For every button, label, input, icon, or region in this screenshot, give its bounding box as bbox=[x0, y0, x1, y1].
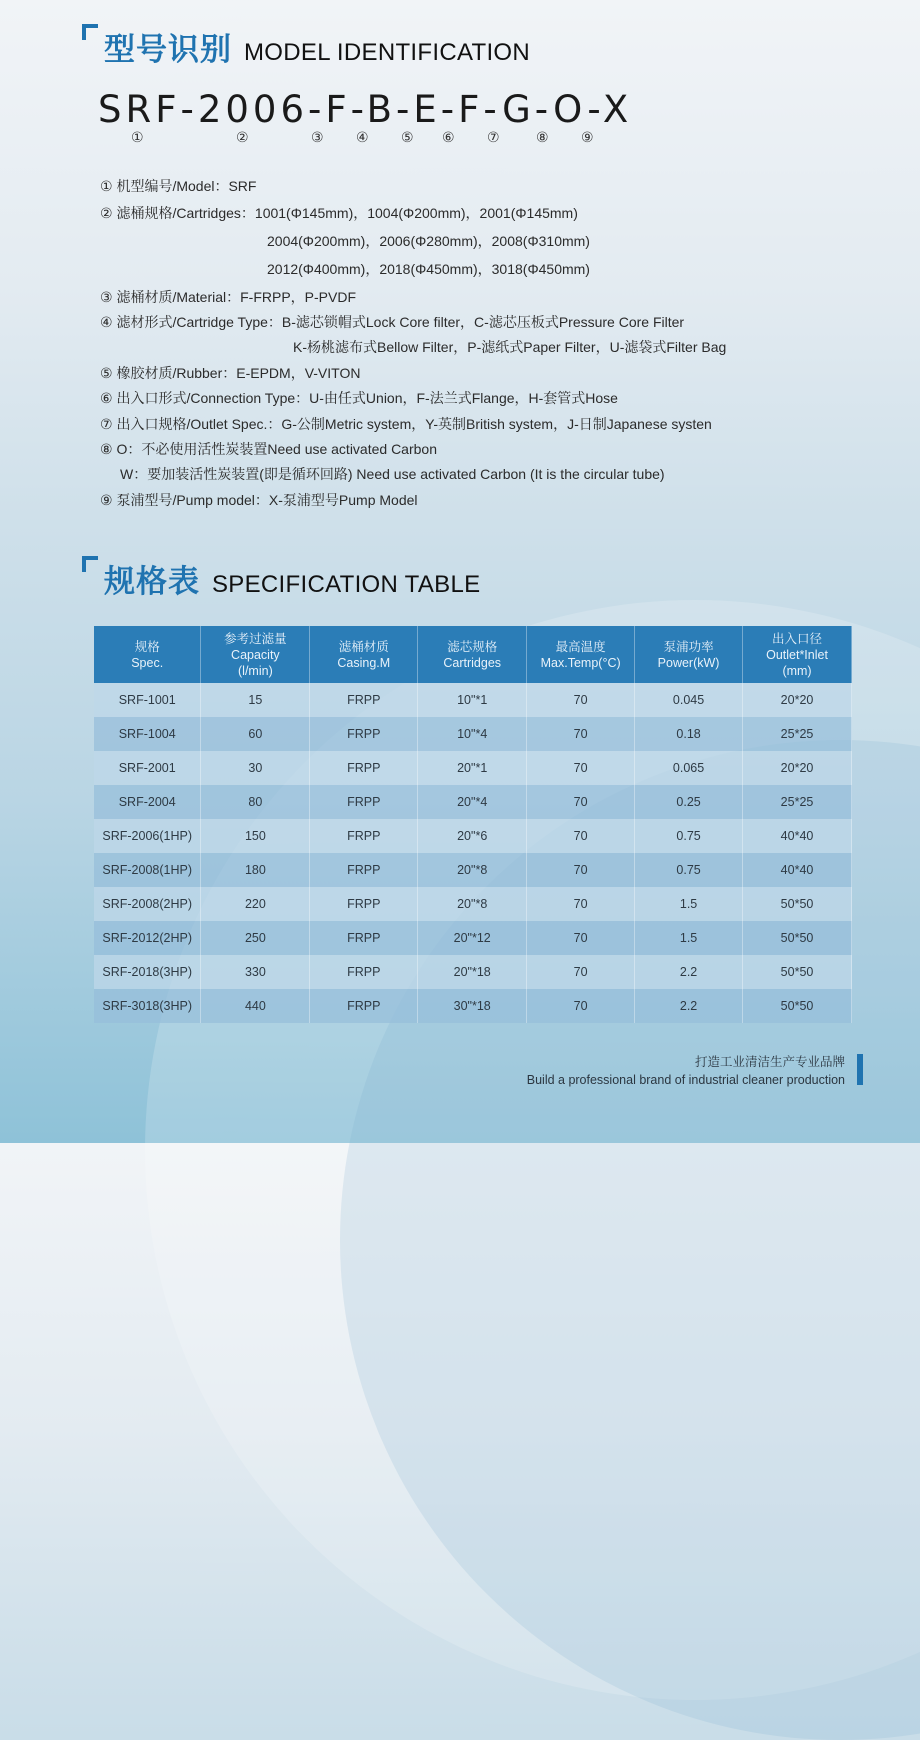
cell-power: 0.18 bbox=[635, 717, 743, 751]
cell-outlet-inlet: 50*50 bbox=[743, 887, 852, 921]
cell-spec: SRF-2001 bbox=[94, 751, 201, 785]
cell-capacity: 440 bbox=[201, 989, 310, 1023]
cell-power: 0.25 bbox=[635, 785, 743, 819]
header-max-temp: 最高温度 Max.Temp(°C) bbox=[527, 626, 635, 683]
cell-spec: SRF-2012(2HP) bbox=[94, 921, 201, 955]
cell-spec: SRF-2008(2HP) bbox=[94, 887, 201, 921]
model-code: SRF-2006-F-B-E-F-G-O-X bbox=[98, 88, 633, 131]
cell-outlet-inlet: 50*50 bbox=[743, 989, 852, 1023]
header-capacity: 参考过滤量 Capacity (l/min) bbox=[201, 626, 310, 683]
corner-bracket-icon bbox=[82, 556, 98, 572]
cell-capacity: 15 bbox=[201, 683, 310, 717]
cell-max-temp: 70 bbox=[527, 989, 635, 1023]
marker-2: ② bbox=[236, 130, 249, 146]
specification-table-heading bbox=[82, 556, 480, 601]
cell-outlet-inlet: 20*20 bbox=[743, 683, 852, 717]
cell-capacity: 150 bbox=[201, 819, 310, 853]
cell-capacity: 180 bbox=[201, 853, 310, 887]
cell-casing: FRPP bbox=[310, 887, 418, 921]
cell-outlet-inlet: 40*40 bbox=[743, 853, 852, 887]
header-spec: 规格 Spec. bbox=[94, 626, 201, 683]
cell-casing: FRPP bbox=[310, 717, 418, 751]
marker-7: ⑦ bbox=[487, 130, 500, 146]
marker-6: ⑥ bbox=[442, 130, 455, 146]
cell-outlet-inlet: 40*40 bbox=[743, 819, 852, 853]
cell-casing: FRPP bbox=[310, 853, 418, 887]
footer-slogan bbox=[527, 1053, 845, 1089]
table-header-row bbox=[94, 626, 852, 683]
table-row bbox=[94, 819, 852, 853]
table-row bbox=[94, 717, 852, 751]
cell-max-temp: 70 bbox=[527, 887, 635, 921]
table-row bbox=[94, 683, 852, 717]
section-title-en: SPECIFICATION TABLE bbox=[212, 571, 481, 598]
cell-capacity: 60 bbox=[201, 717, 310, 751]
cell-max-temp: 70 bbox=[527, 819, 635, 853]
legend-connection-type: ⑥ 出入口形式/Connection Type：U-由任式Union，F-法兰式Flange，H-套管式Hose bbox=[100, 390, 618, 406]
cell-capacity: 250 bbox=[201, 921, 310, 955]
header-outlet-inlet: 出入口径 Outlet*Inlet (mm) bbox=[743, 626, 852, 683]
cell-cartridges: 20"*4 bbox=[418, 785, 527, 819]
legend-model: ① 机型编号/Model：SRF bbox=[100, 178, 257, 194]
marker-4: ④ bbox=[356, 130, 369, 146]
table-row bbox=[94, 921, 852, 955]
cell-capacity: 220 bbox=[201, 887, 310, 921]
legend-cartridges-cont: 2012(Φ400mm)，2018(Φ450mm)，3018(Φ450mm) bbox=[267, 261, 590, 277]
cell-spec: SRF-1001 bbox=[94, 683, 201, 717]
cell-power: 0.75 bbox=[635, 819, 743, 853]
marker-8: ⑧ bbox=[536, 130, 549, 146]
cell-outlet-inlet: 25*25 bbox=[743, 785, 852, 819]
header-cartridges: 滤芯规格 Cartridges bbox=[418, 626, 527, 683]
specification-table bbox=[94, 626, 852, 1023]
cell-cartridges: 10"*4 bbox=[418, 717, 527, 751]
marker-9: ⑨ bbox=[581, 130, 594, 146]
cell-spec: SRF-3018(3HP) bbox=[94, 989, 201, 1023]
header-power: 泵浦功率 Power(kW) bbox=[635, 626, 743, 683]
cell-cartridges: 20"*8 bbox=[418, 887, 527, 921]
legend-pump-model: ⑨ 泵浦型号/Pump model：X-泵浦型号Pump Model bbox=[100, 492, 418, 508]
section-title-cn: 型号识别 bbox=[104, 32, 232, 68]
cell-power: 2.2 bbox=[635, 989, 743, 1023]
cell-spec: SRF-2008(1HP) bbox=[94, 853, 201, 887]
cell-casing: FRPP bbox=[310, 989, 418, 1023]
cell-power: 0.045 bbox=[635, 683, 743, 717]
cell-cartridges: 20"*12 bbox=[418, 921, 527, 955]
table-row bbox=[94, 887, 852, 921]
corner-bracket-icon bbox=[82, 24, 98, 40]
table-row bbox=[94, 989, 852, 1023]
cell-casing: FRPP bbox=[310, 751, 418, 785]
slogan-en: Build a professional brand of industrial cleaner production bbox=[526, 1073, 845, 1087]
legend-outlet-spec: ⑦ 出入口规格/Outlet Spec.：G-公制Metric system，Y-英制British system，J-日制Japanese systen bbox=[100, 416, 712, 432]
legend-material: ③ 滤桶材质/Material：F-FRPP，P-PVDF bbox=[100, 289, 357, 305]
cell-max-temp: 70 bbox=[527, 751, 635, 785]
legend-cartridges-cont: 2004(Φ200mm)，2006(Φ280mm)，2008(Φ310mm) bbox=[267, 233, 590, 249]
cell-casing: FRPP bbox=[310, 683, 418, 717]
cell-max-temp: 70 bbox=[527, 921, 635, 955]
cell-cartridges: 20"*8 bbox=[418, 853, 527, 887]
cell-outlet-inlet: 50*50 bbox=[743, 921, 852, 955]
cell-cartridges: 30"*18 bbox=[418, 989, 527, 1023]
cell-cartridges: 20"*6 bbox=[418, 819, 527, 853]
section-title-cn: 规格表 bbox=[104, 564, 200, 600]
legend-cartridge-type-cont: K-杨桃滤布式Bellow Filter，P-滤纸式Paper Filter，U-滤袋式Filter Bag bbox=[293, 339, 727, 355]
cell-capacity: 30 bbox=[201, 751, 310, 785]
cell-capacity: 330 bbox=[201, 955, 310, 989]
section-title-en: MODEL IDENTIFICATION bbox=[244, 39, 531, 66]
table-row bbox=[94, 751, 852, 785]
cell-outlet-inlet: 25*25 bbox=[743, 717, 852, 751]
cell-power: 0.065 bbox=[635, 751, 743, 785]
cell-spec: SRF-2004 bbox=[94, 785, 201, 819]
header-casing: 滤桶材质 Casing.M bbox=[310, 626, 418, 683]
table-row bbox=[94, 853, 852, 887]
cell-power: 1.5 bbox=[635, 887, 743, 921]
cell-spec: SRF-1004 bbox=[94, 717, 201, 751]
legend-cartridges: ② 滤桶规格/Cartridges：1001(Φ145mm)，1004(Φ200mm)，2001(Φ145mm) bbox=[100, 205, 578, 221]
cell-spec: SRF-2018(3HP) bbox=[94, 955, 201, 989]
legend-carbon-w: W：要加装活性炭装置(即是循环回路) Need use activated Carbon (It is the circular tube) bbox=[120, 466, 665, 482]
cell-cartridges: 10"*1 bbox=[418, 683, 527, 717]
cell-power: 1.5 bbox=[635, 921, 743, 955]
cell-power: 2.2 bbox=[635, 955, 743, 989]
legend-rubber: ⑤ 橡胶材质/Rubber：E-EPDM，V-VITON bbox=[100, 365, 361, 381]
table-row bbox=[94, 955, 852, 989]
cell-max-temp: 70 bbox=[527, 717, 635, 751]
marker-1: ① bbox=[131, 130, 144, 146]
cell-casing: FRPP bbox=[310, 785, 418, 819]
cell-max-temp: 70 bbox=[527, 683, 635, 717]
legend-cartridge-type: ④ 滤材形式/Cartridge Type：B-滤芯锁帽式Lock Core filter，C-滤芯压板式Pressure Core Filter bbox=[100, 314, 685, 330]
cell-max-temp: 70 bbox=[527, 955, 635, 989]
cell-max-temp: 70 bbox=[527, 853, 635, 887]
cell-cartridges: 20"*1 bbox=[418, 751, 527, 785]
accent-bar bbox=[857, 1054, 863, 1085]
cell-casing: FRPP bbox=[310, 921, 418, 955]
marker-3: ③ bbox=[311, 130, 324, 146]
slogan-cn: 打造工业清洁生产专业品牌 bbox=[694, 1055, 845, 1069]
cell-cartridges: 20"*18 bbox=[418, 955, 527, 989]
cell-casing: FRPP bbox=[310, 955, 418, 989]
marker-5: ⑤ bbox=[401, 130, 414, 146]
cell-power: 0.75 bbox=[635, 853, 743, 887]
cell-outlet-inlet: 50*50 bbox=[743, 955, 852, 989]
cell-casing: FRPP bbox=[310, 819, 418, 853]
model-identification-heading bbox=[82, 24, 530, 69]
cell-outlet-inlet: 20*20 bbox=[743, 751, 852, 785]
cell-capacity: 80 bbox=[201, 785, 310, 819]
legend-carbon-o: ⑧ O：不必使用活性炭装置Need use activated Carbon bbox=[100, 441, 437, 457]
cell-spec: SRF-2006(1HP) bbox=[94, 819, 201, 853]
cell-max-temp: 70 bbox=[527, 785, 635, 819]
table-row bbox=[94, 785, 852, 819]
